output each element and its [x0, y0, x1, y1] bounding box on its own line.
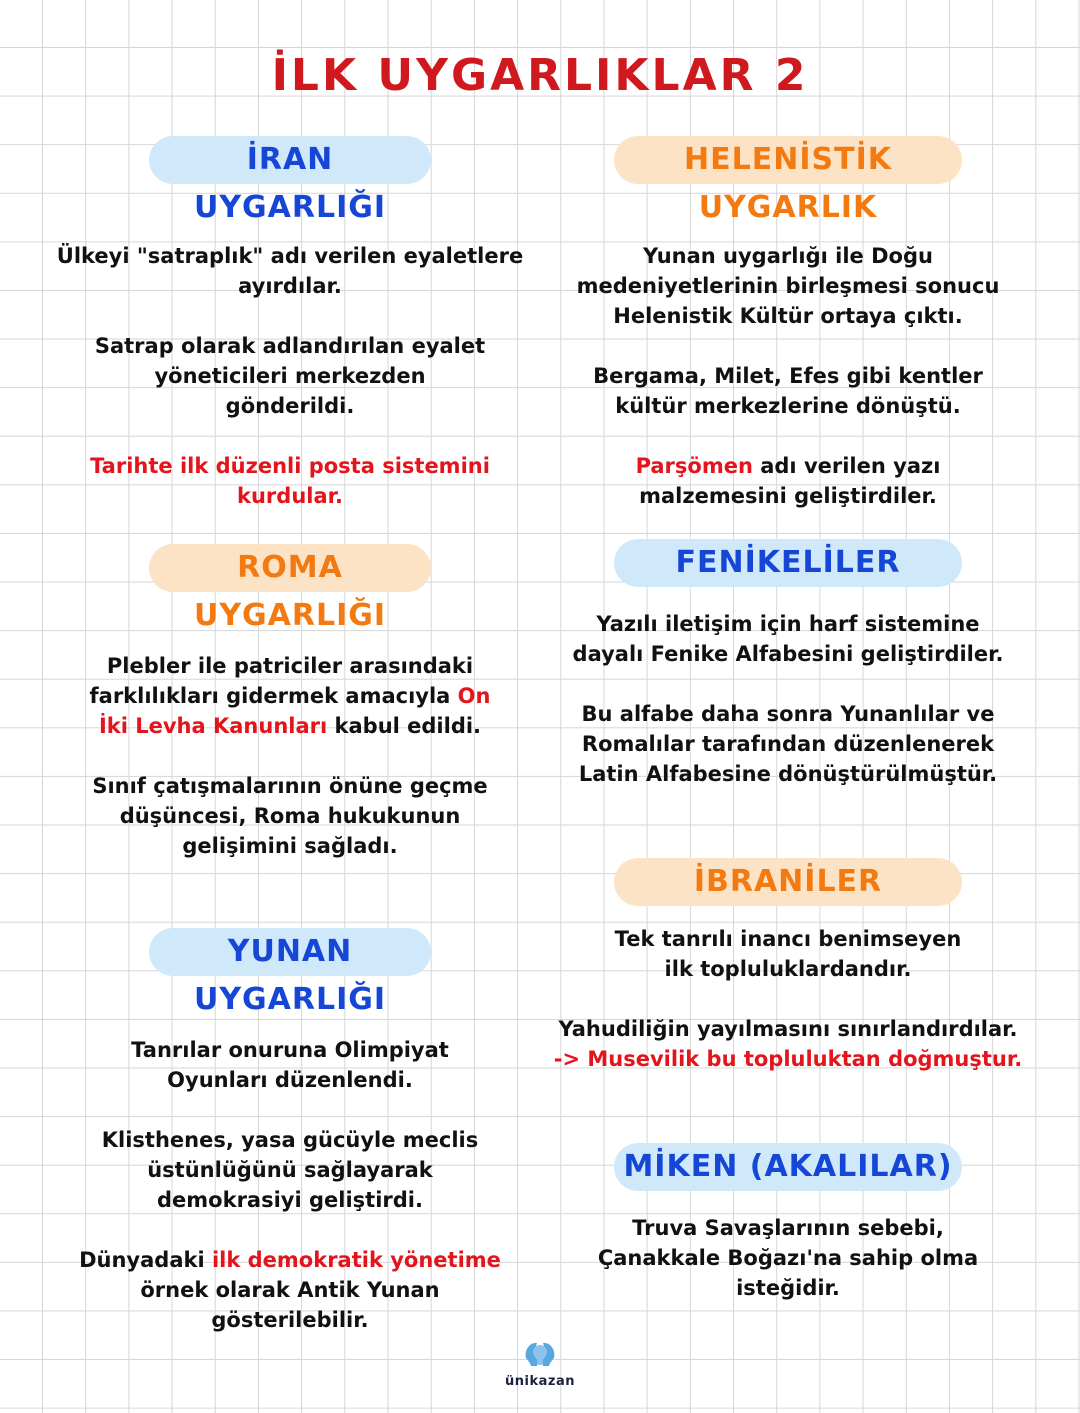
heading-yunan-text: YUNAN UYGARLIĞI [193, 934, 387, 1017]
heading-iran [149, 136, 431, 225]
fenikeliler-paragraph-2: Bu alfabe daha sonra Yunanlılar ve Romalılar tarafından düzenlenerek Latin Alfabesine dönüştürülmüştür. [578, 702, 998, 786]
yunan-paragraph-3-end: örnek olarak Antik Yunan gösterilebilir. [140, 1278, 440, 1332]
heading-miken-text: MİKEN (AKALILAR) [623, 1149, 953, 1184]
heading-iran-text: İRAN UYGARLIĞI [193, 142, 387, 225]
miken-paragraph-1: Truva Savaşlarının sebebi, Çanakkale Boğazı'na sahip olma isteğidir. [597, 1216, 979, 1300]
roma-highlight: On İki Levha Kanunları [98, 684, 491, 738]
helenistik-paragraph-2: Bergama, Milet, Efes gibi kentler kültür merkezlerine dönüştü. [593, 364, 983, 418]
ibraniler-paragraph-1: Tek tanrılı inancı benimseyen ilk topluluklardandır. [614, 927, 962, 981]
roma-paragraph-1-end: kabul edildi. [327, 714, 482, 738]
brand-logo [500, 1340, 580, 1389]
helenistik-paragraph-3 [548, 451, 1028, 511]
roma-paragraph-2: Sınıf çatışmalarının önüne geçme düşüncesi, Roma hukukunun gelişimini sağladı. [92, 774, 488, 858]
heading-ibraniler-text: İBRANİLER [693, 864, 883, 899]
iran-paragraph-3: Tarihte ilk düzenli posta sistemini kurdular. [90, 454, 490, 508]
section-yunan [50, 928, 530, 1335]
roma-paragraph-1-start: Plebler ile patriciler arasındaki farklılıkları gidermek amacıyla [89, 654, 474, 708]
helenistik-paragraph-1: Yunan uygarlığı ile Doğu medeniyetlerinin birleşmesi sonucu Helenistik Kültür ortaya çıktı. [576, 244, 1000, 328]
brand-logo-text: ünikazan [505, 1374, 575, 1389]
ibraniler-paragraph-2-text: Yahudiliğin yayılmasını sınırlandırdılar. [558, 1017, 1018, 1041]
section-fenikeliler [548, 539, 1028, 789]
yunan-paragraph-3-start: Dünyadaki [79, 1248, 212, 1272]
heading-roma-text: ROMA UYGARLIĞI [193, 550, 387, 633]
helenistik-paragraph-3-rest: adı verilen yazı malzemesini geliştirdiler. [639, 454, 941, 508]
heading-ibraniler [614, 858, 962, 906]
ibraniler-note: -> Musevilik bu topluluktan doğmuştur. [553, 1047, 1023, 1071]
ibraniler-paragraph-2 [548, 1014, 1028, 1074]
lightbulb-heads-icon [522, 1340, 558, 1370]
yunan-highlight: ilk demokratik yönetime [211, 1248, 501, 1272]
heading-fenikeliler [614, 539, 962, 587]
heading-helenistik [614, 136, 962, 225]
section-iran [50, 136, 530, 511]
heading-helenistik-text: HELENİSTİK UYGARLIK [684, 142, 892, 225]
heading-roma [149, 544, 431, 633]
heading-fenikeliler-text: FENİKELİLER [675, 545, 901, 580]
helenistik-highlight: Parşömen [635, 454, 753, 478]
iran-paragraph-1: Ülkeyi "satraplık" adı verilen eyaletlere ayırdılar. [56, 244, 524, 298]
fenikeliler-paragraph-1: Yazılı iletişim için harf sistemine dayalı Fenike Alfabesini geliştirdiler. [572, 612, 1004, 666]
section-helenistik [548, 136, 1028, 511]
section-miken [548, 1143, 1028, 1303]
yunan-paragraph-3 [50, 1245, 530, 1335]
roma-paragraph-1 [50, 651, 530, 741]
yunan-paragraph-2: Klisthenes, yasa gücüyle meclis üstünlüğünü sağlayarak demokrasiyi geliştirdi. [101, 1128, 479, 1212]
yunan-paragraph-1: Tanrılar onuruna Olimpiyat Oyunları düzenlendi. [131, 1038, 449, 1092]
iran-paragraph-2: Satrap olarak adlandırılan eyalet yöneticileri merkezden gönderildi. [94, 334, 486, 418]
page-title: İLK UYGARLIKLAR 2 [271, 50, 809, 101]
heading-yunan [149, 928, 431, 1017]
section-roma [50, 544, 530, 861]
section-ibraniler [548, 858, 1028, 1074]
heading-miken [614, 1143, 962, 1191]
